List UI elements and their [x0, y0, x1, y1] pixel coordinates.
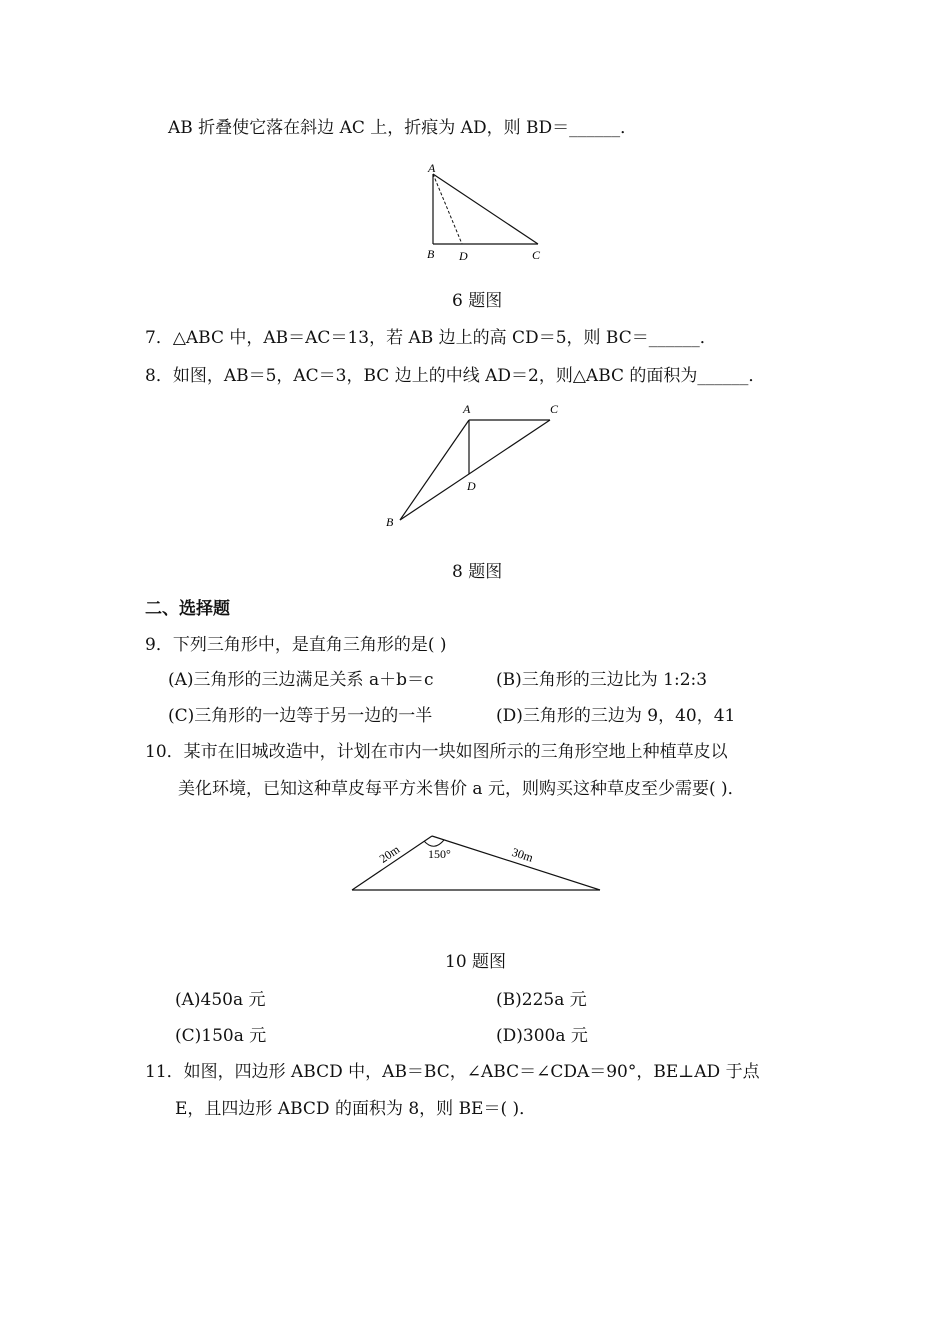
fig10-left-length: 20m	[376, 842, 403, 866]
q9-option-b: (B)三角形的三边比为 1:2:3	[496, 670, 708, 690]
fig10-angle-label: 150°	[428, 847, 451, 861]
figure-8	[380, 398, 580, 533]
figure-10	[340, 826, 610, 901]
section-heading-choice: 二、选择题	[145, 599, 230, 619]
q9-stem: 9．下列三角形中，是直角三角形的是( )	[145, 635, 447, 655]
q11-stem-line1: 11．如图，四边形 ABCD 中，AB＝BC，∠ABC＝∠CDA＝90°，BE⊥AD 于点	[145, 1062, 760, 1082]
fig8-label-c: C	[550, 402, 559, 416]
fig10-caption: 10 题图	[445, 952, 507, 972]
fig6-label-d: D	[459, 249, 468, 263]
q9-option-a: (A)三角形的三边满足关系 a＋b＝c	[168, 670, 434, 690]
q7-text: 7．△ABC 中，AB＝AC＝13，若 AB 边上的高 CD＝5，则 BC＝______．	[145, 328, 717, 348]
fig8-label-a: A	[463, 402, 471, 416]
fig6-side-ac	[433, 174, 538, 244]
fig6-caption: 6 题图	[452, 291, 503, 311]
q10-option-a: (A)450a 元	[175, 990, 266, 1010]
fig10-angle-arc	[424, 840, 444, 846]
fig6-fold-ad	[433, 174, 462, 244]
fig8-side-ab	[400, 420, 469, 520]
fig10-right-length: 30m	[510, 844, 535, 865]
q10-option-c: (C)150a 元	[175, 1026, 267, 1046]
fig8-label-b: B	[386, 515, 394, 529]
fig10-side-right	[432, 836, 600, 890]
q10-stem-line2: 美化环境，已知这种草皮每平方米售价 a 元，则购买这种草皮至少需要( )．	[178, 779, 745, 799]
fig6-label-c: C	[532, 248, 541, 262]
q6-continuation: AB 折叠使它落在斜边 AC 上，折痕为 AD，则 BD＝______．	[168, 118, 638, 138]
figure-6	[420, 160, 560, 270]
q10-option-d: (D)300a 元	[496, 1026, 588, 1046]
fig8-label-d: D	[467, 479, 476, 493]
fig8-caption: 8 题图	[452, 562, 503, 582]
fig6-label-b: B	[427, 247, 435, 261]
fig8-side-bc	[400, 420, 550, 520]
q8-text: 8．如图，AB＝5，AC＝3，BC 边上的中线 AD＝2，则△ABC 的面积为______．	[145, 366, 766, 386]
q10-option-b: (B)225a 元	[496, 990, 587, 1010]
q9-option-c: (C)三角形的一边等于另一边的一半	[168, 706, 433, 726]
q11-stem-line2: E，且四边形 ABCD 的面积为 8，则 BE＝( )．	[175, 1099, 537, 1119]
q10-stem-line1: 10．某市在旧城改造中，计划在市内一块如图所示的三角形空地上种植草皮以	[145, 742, 728, 762]
fig6-label-a: A	[428, 161, 436, 175]
q9-option-d: (D)三角形的三边为 9，40，41	[496, 706, 736, 726]
